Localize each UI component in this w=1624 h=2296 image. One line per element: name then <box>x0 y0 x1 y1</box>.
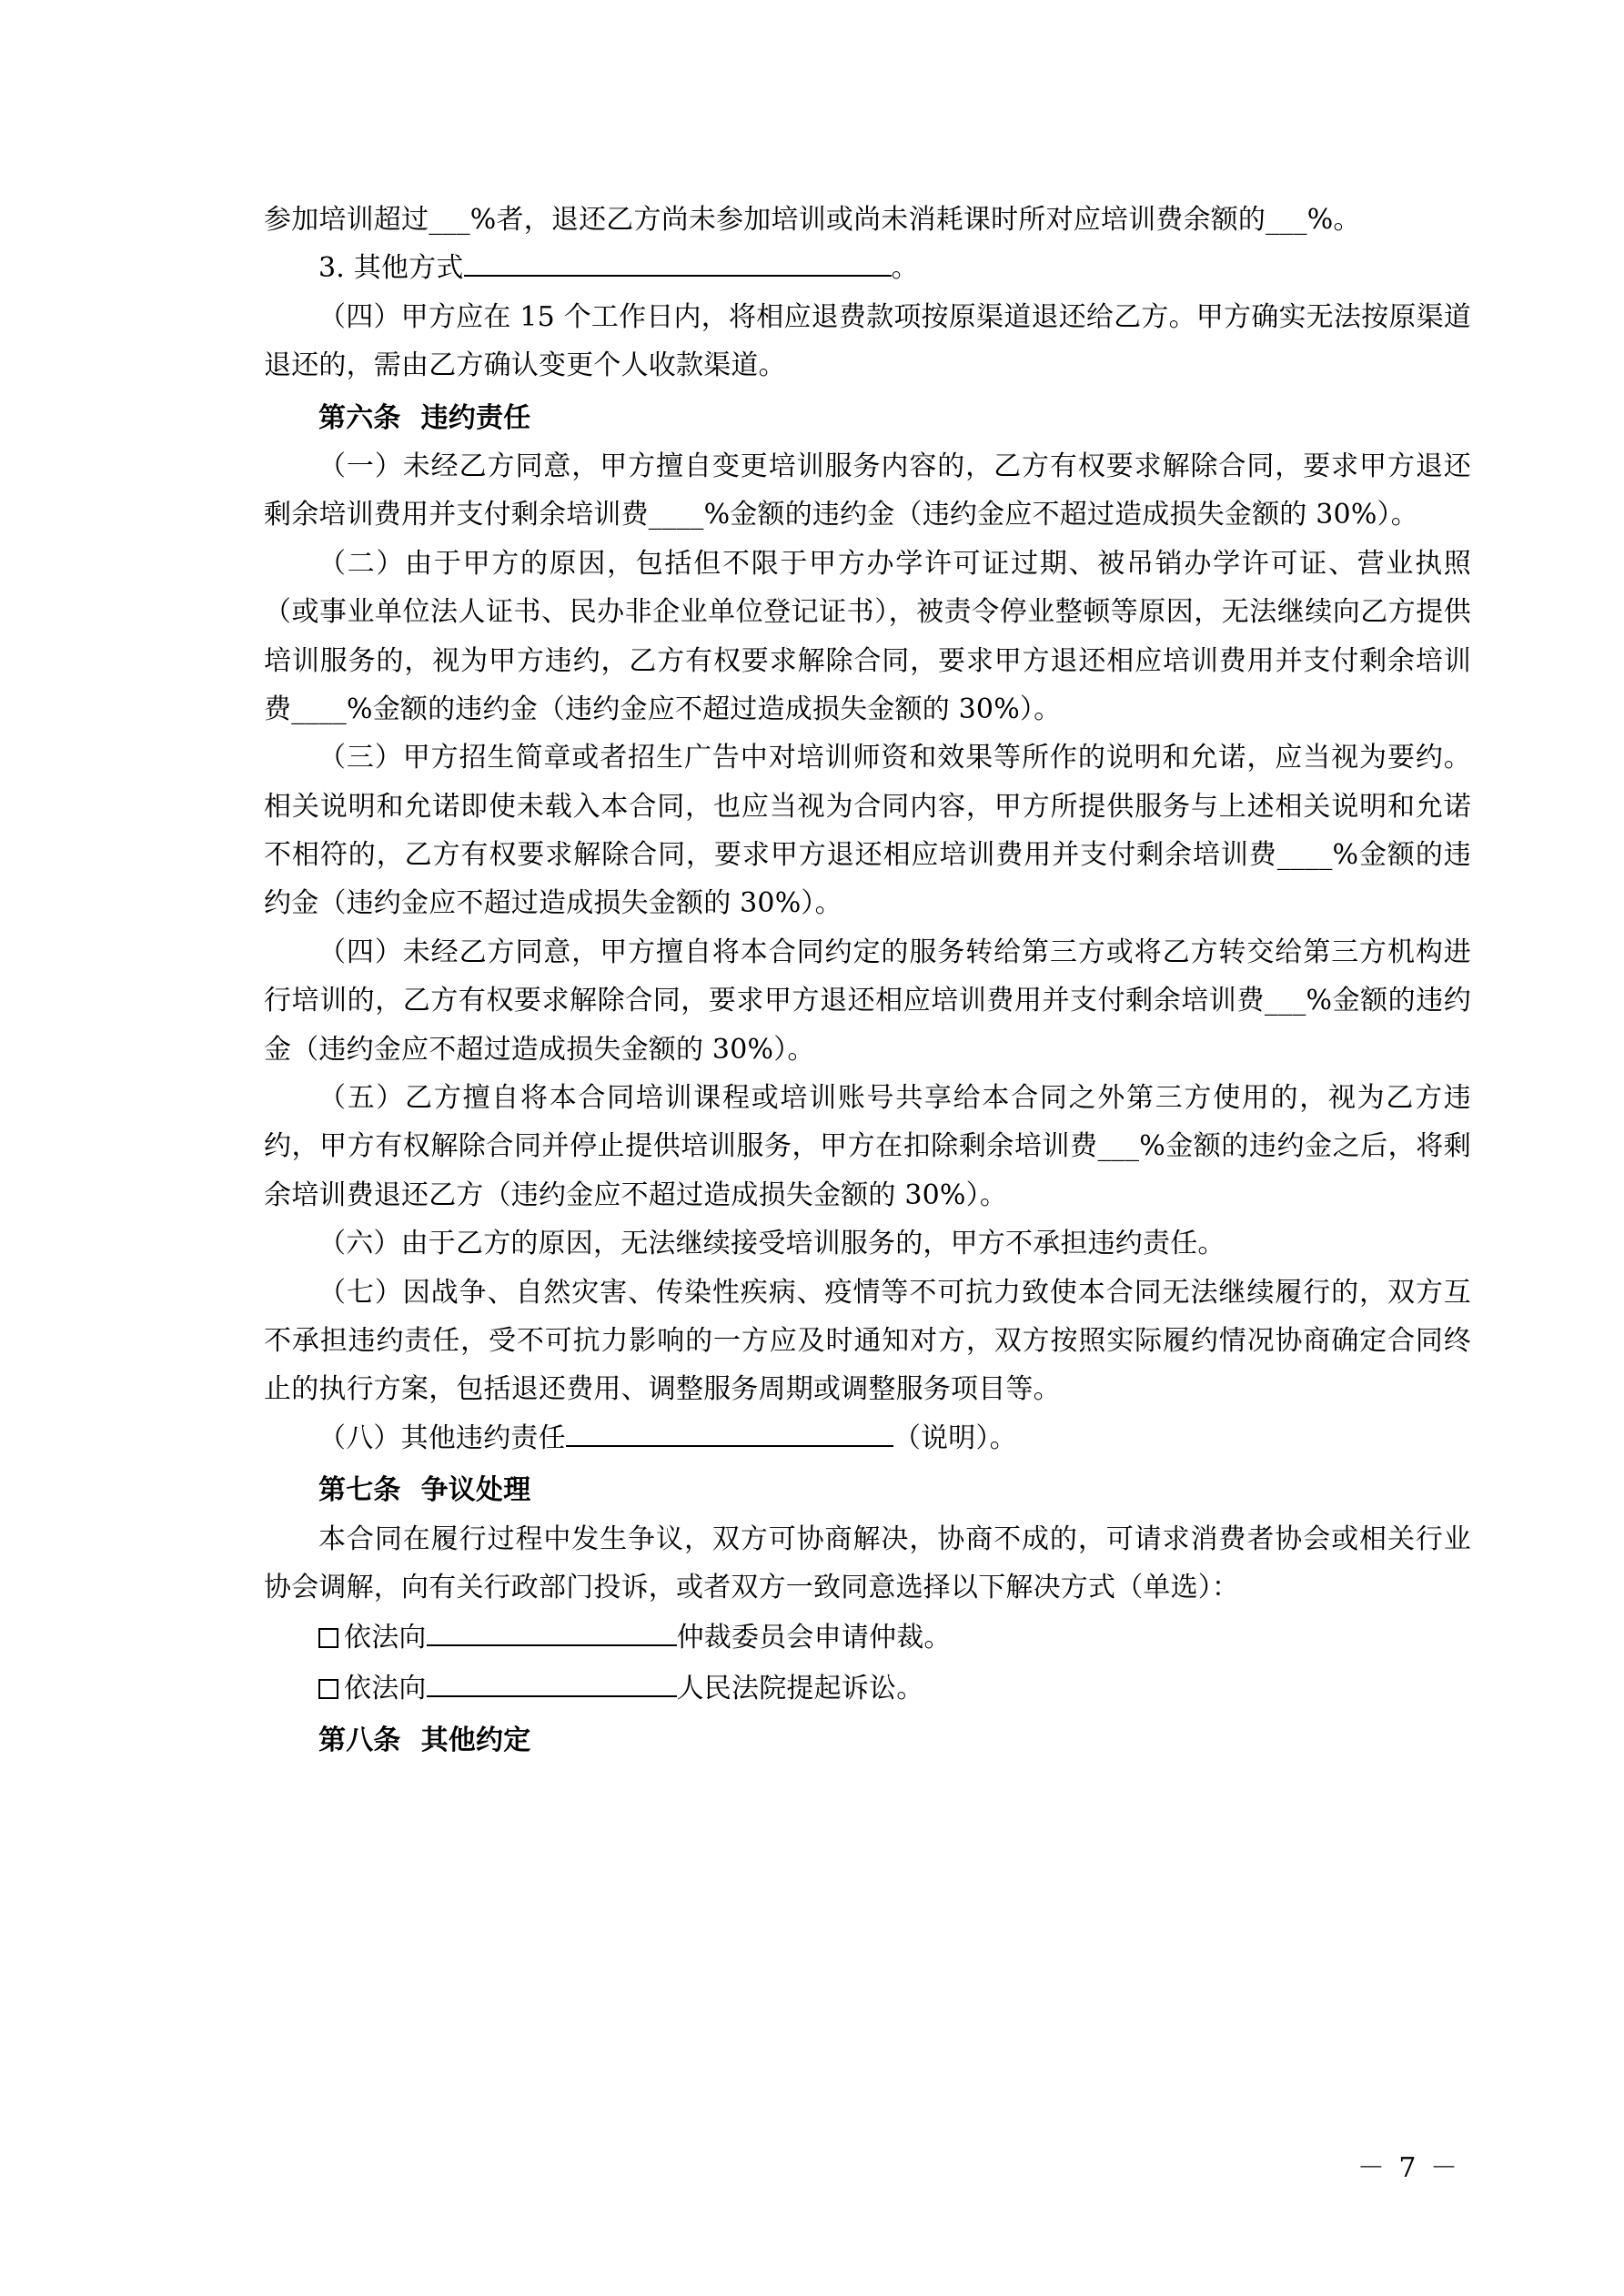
paragraph-7-body: 本合同在履行过程中发生争议，双方可协商解决，协商不成的，可请求消费者协会或相关行业协会调解，向有关行政部门投诉，或者双方一致同意选择以下解决方式（单选）： <box>264 1522 1471 1603</box>
option-arbitration-blank[interactable] <box>427 1644 677 1646</box>
heading-article-8-title: 其他约定 <box>420 1725 531 1757</box>
heading-article-6 <box>264 394 1471 442</box>
other-liability-blank[interactable] <box>566 1445 893 1447</box>
option-arbitration-suffix: 仲裁委员会申请仲裁。 <box>676 1622 952 1654</box>
option-court-blank[interactable] <box>427 1695 677 1697</box>
heading-article-6-label: 第六条 <box>318 401 401 434</box>
option-court-prefix: 依法向 <box>344 1672 427 1704</box>
paragraph-item-4: （四）甲方应在 15 个工作日内，将相应退费款项按原渠道退还给乙方。甲方确实无法按原渠道退还的，需由乙方确认变更个人收款渠道。 <box>264 300 1471 382</box>
paragraph-6-8 <box>264 1414 1471 1462</box>
other-method-suffix: 。 <box>891 252 919 285</box>
option-court[interactable] <box>264 1664 1471 1713</box>
heading-article-7-title: 争议处理 <box>420 1474 531 1507</box>
other-method-blank[interactable] <box>464 275 892 277</box>
paragraph-6-4: （四）未经乙方同意，甲方擅自将本合同约定的服务转给第三方或将乙方转交给第三方机构进行培训的，乙方有权要求解除合同，要求甲方退还相应培训费用并支付剩余培训费___%金额的违约金（违约金应不超过造成损失金额的 30%）。 <box>264 936 1471 1066</box>
option-arbitration-prefix: 依法向 <box>344 1622 427 1654</box>
heading-article-8-label: 第八条 <box>318 1725 401 1757</box>
other-liability-suffix: （说明）。 <box>893 1421 1017 1454</box>
document-body <box>264 196 1471 1765</box>
paragraph-6-3: （三）甲方招生简章或者招生广告中对培训师资和效果等所作的说明和允诺，应当视为要约。相关说明和允诺即使未载入本合同，也应当视为合同内容，甲方所提供服务与上述相关说明和允诺不相符的，乙方有权要求解除合同，要求甲方退还相应培训费用并支付剩余培训费____%金额的违约金（违约金应不超过造成损失金额的 30%）。 <box>264 742 1471 920</box>
paragraph-6-5: （五）乙方擅自将本合同培训课程或培训账号共享给本合同之外第三方使用的，视为乙方违约，甲方有权解除合同并停止提供培训服务，甲方在扣除剩余培训费___%金额的违约金之后，将剩余培训费退还乙方（违约金应不超过造成损失金额的 30%）。 <box>264 1082 1471 1211</box>
checkbox-icon-arbitration[interactable] <box>318 1628 338 1648</box>
paragraph-6-6: （六）由于乙方的原因，无法继续接受培训服务的，甲方不承担违约责任。 <box>318 1228 1226 1260</box>
heading-article-7 <box>264 1466 1471 1514</box>
paragraph-other-method <box>264 244 1471 292</box>
option-arbitration[interactable] <box>264 1613 1471 1662</box>
other-liability-prefix: （八）其他违约责任 <box>318 1421 566 1454</box>
paragraph-refund-over: 参加培训超过___%者，退还乙方尚未参加培训或尚未消耗课时所对应培训费余额的___%。 <box>264 204 1361 236</box>
heading-article-6-title: 违约责任 <box>420 401 531 434</box>
paragraph-6-7: （七）因战争、自然灾害、传染性疾病、疫情等不可抗力致使本合同无法继续履行的，双方互不承担违约责任，受不可抗力影响的一方应及时通知对方，双方按照实际履约情况协商确定合同终止的执行方案，包括退还费用、调整服务周期或调整服务项目等。 <box>264 1276 1471 1406</box>
other-method-prefix: 3. 其他方式 <box>318 252 464 285</box>
heading-article-8 <box>264 1716 1471 1765</box>
paragraph-6-1: （一）未经乙方同意，甲方擅自变更培训服务内容的，乙方有权要求解除合同，要求甲方退还剩余培训费用并支付剩余培训费____%金额的违约金（违约金应不超过造成损失金额的 30%）。 <box>264 450 1471 531</box>
heading-article-7-label: 第七条 <box>318 1474 401 1507</box>
paragraph-6-2: （二）由于甲方的原因，包括但不限于甲方办学许可证过期、被吊销办学许可证、营业执照（或事业单位法人证书、民办非企业单位登记证书），被责令停业整顿等原因，无法继续向乙方提供培训服务的，视为甲方违约，乙方有权要求解除合同，要求甲方退还相应培训费用并支付剩余培训费____%金额的违约金（违约金应不超过造成损失金额的 30%）。 <box>264 547 1471 725</box>
page-number: － 7 － <box>1357 2152 1460 2184</box>
option-court-suffix: 人民法院提起诉讼。 <box>676 1672 924 1704</box>
checkbox-icon-court[interactable] <box>318 1679 338 1699</box>
